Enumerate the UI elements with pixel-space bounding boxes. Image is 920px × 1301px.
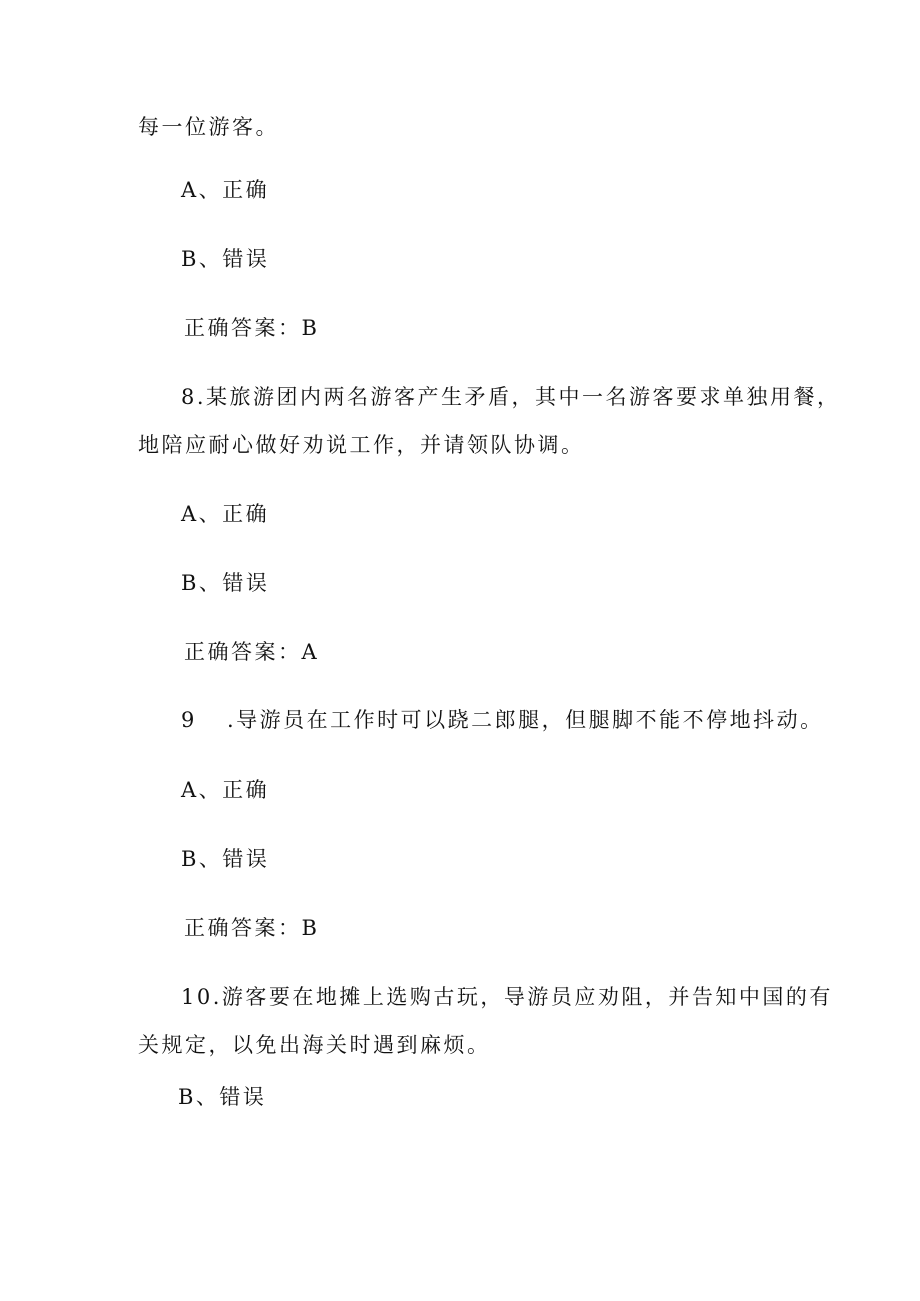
question-9-option-a: A、正确 — [181, 778, 270, 802]
question-10-line-1 — [181, 983, 833, 1011]
question-8-line-1 — [181, 383, 841, 411]
question-10-text-line-2: 关规定，以免出海关时遇到麻烦。 — [138, 1033, 491, 1057]
question-7-option-b: B、错误 — [181, 247, 270, 271]
question-9-answer: 正确答案：B — [184, 916, 320, 940]
question-7-option-a: A、正确 — [181, 178, 270, 202]
question-10-number: 10 — [181, 985, 213, 1009]
question-10-text-line-1: .游客要在地摊上选购古玩，导游员应劝阻，并告知中国的有 — [212, 985, 833, 1009]
question-7-answer: 正确答案：B — [184, 316, 320, 340]
question-8-text-line-2: 地陪应耐心做好劝说工作，并请领队协调。 — [138, 433, 585, 457]
question-8-answer: 正确答案：A — [184, 640, 320, 664]
question-8-option-b: B、错误 — [181, 571, 270, 595]
question-7-text-tail: 每一位游客。 — [138, 115, 279, 139]
question-8-text-line-1: .某旅游团内两名游客产生矛盾，其中一名游客要求单独用餐， — [196, 385, 841, 409]
question-8-option-a: A、正确 — [181, 502, 270, 526]
question-9-option-b: B、错误 — [181, 847, 270, 871]
question-9-line — [181, 706, 824, 734]
question-8-number: 8 — [181, 385, 197, 409]
question-9-number: 9 — [181, 708, 197, 732]
question-9-text: .导游员在工作时可以跷二郎腿，但腿脚不能不停地抖动。 — [227, 708, 824, 732]
question-10-option-b: B、错误 — [178, 1085, 267, 1109]
